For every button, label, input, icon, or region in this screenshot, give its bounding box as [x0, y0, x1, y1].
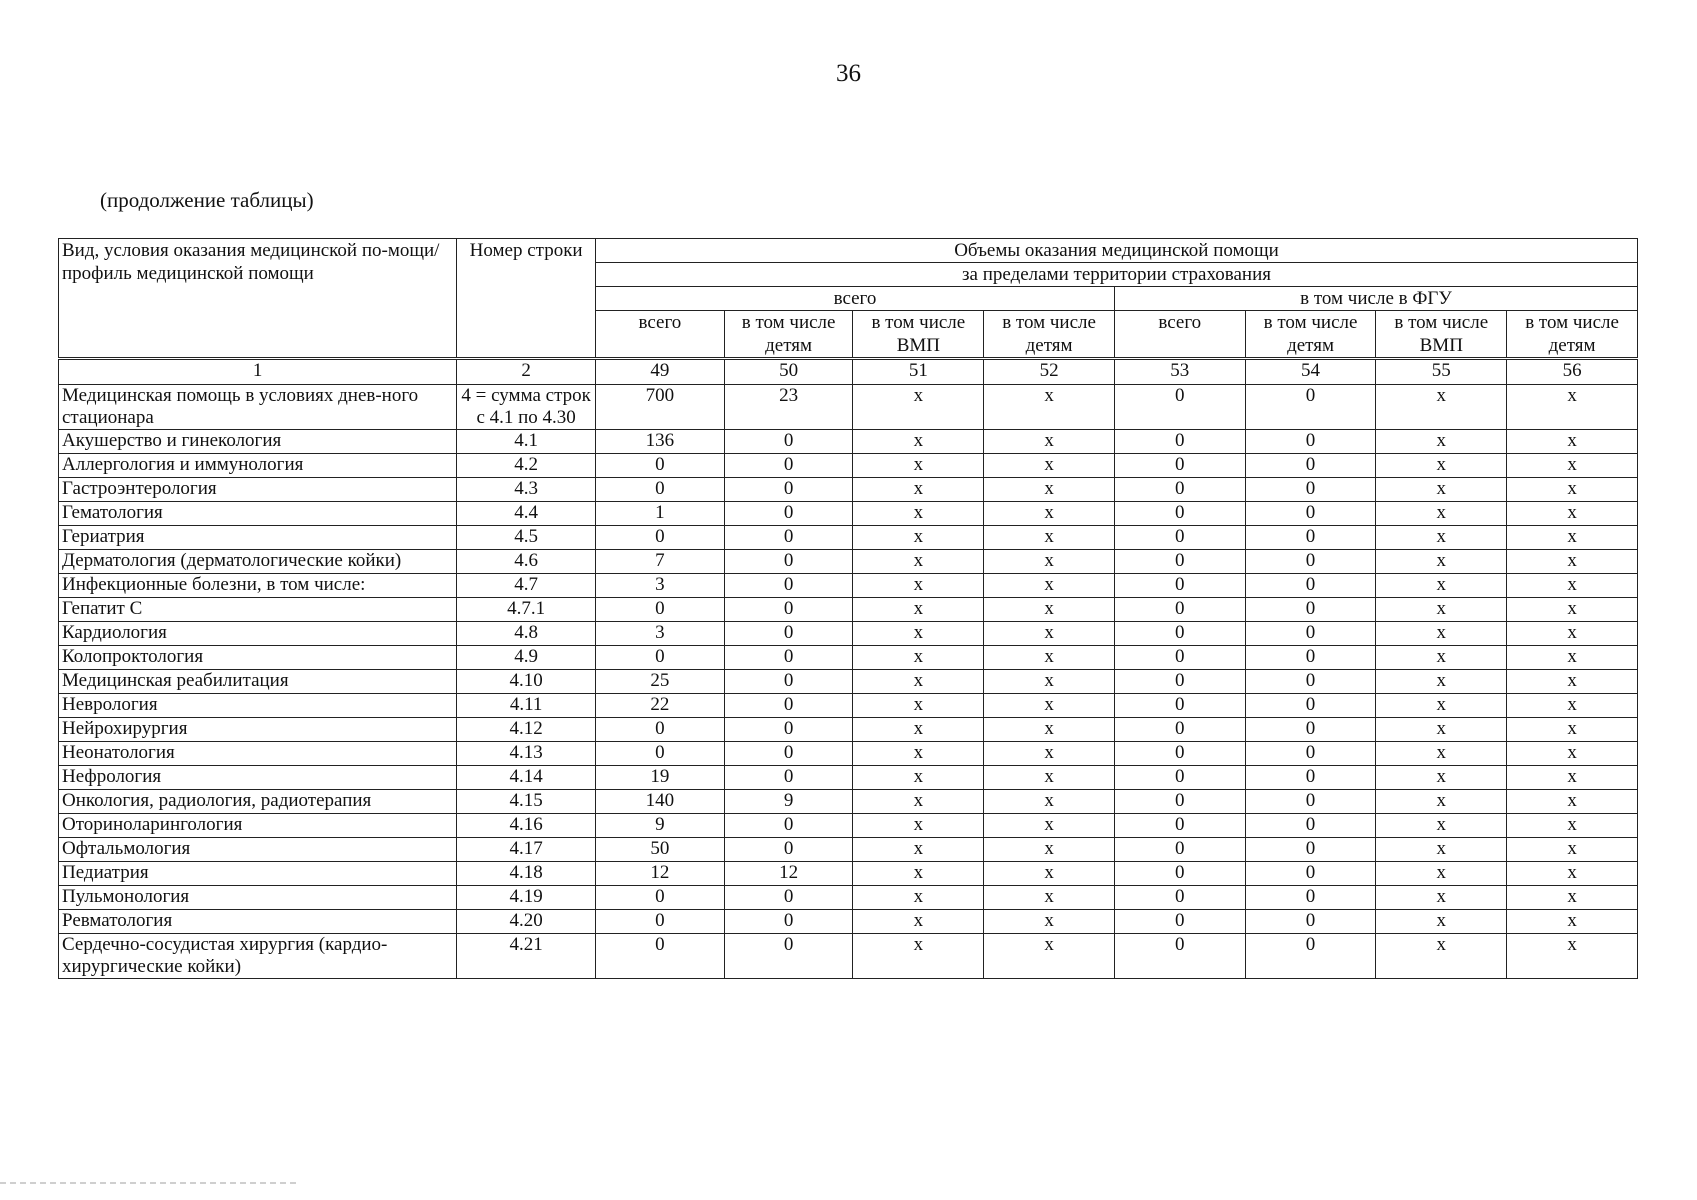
row-value-cell: 0 [724, 718, 853, 742]
row-value-cell: 136 [596, 430, 725, 454]
row-number: 4.10 [457, 670, 596, 694]
table-row [59, 934, 1638, 979]
row-value-cell: 0 [1114, 430, 1245, 454]
row-value-cell: 0 [1114, 934, 1245, 979]
row-value-cell: 0 [1245, 694, 1376, 718]
row-profile-name: Аллергология и иммунология [59, 454, 457, 478]
row-value-cell: х [853, 934, 984, 979]
row-number: 4.18 [457, 862, 596, 886]
table-body [59, 359, 1638, 979]
table-row [59, 790, 1638, 814]
column-number: 50 [724, 359, 853, 385]
row-profile-name: Неонатология [59, 742, 457, 766]
header-sub-fgu-total: всего [1114, 311, 1245, 359]
header-total-group: всего [596, 287, 1115, 311]
header-outside-territory: за пределами территории страхования [596, 263, 1638, 287]
row-value-cell: х [1507, 478, 1638, 502]
row-value-cell: х [1507, 574, 1638, 598]
row-value-cell: 0 [1245, 790, 1376, 814]
row-value-cell: 0 [724, 550, 853, 574]
row-value-cell: 0 [1114, 598, 1245, 622]
row-value-cell: 0 [596, 742, 725, 766]
row-value-cell: 0 [1114, 718, 1245, 742]
row-value-cell: х [1507, 598, 1638, 622]
column-number: 49 [596, 359, 725, 385]
table-row [59, 862, 1638, 886]
row-value-cell: 0 [1114, 862, 1245, 886]
scan-artifact-line [0, 1182, 300, 1184]
row-value-cell: х [1507, 385, 1638, 430]
row-value-cell: х [853, 622, 984, 646]
row-number: 4.5 [457, 526, 596, 550]
row-value-cell: 12 [724, 862, 853, 886]
row-value-cell: 0 [1245, 766, 1376, 790]
row-value-cell: 0 [724, 838, 853, 862]
row-value-cell: 0 [724, 910, 853, 934]
row-value-cell: 0 [1245, 574, 1376, 598]
row-profile-name: Офтальмология [59, 838, 457, 862]
page-number: 36 [836, 60, 861, 87]
row-number: 4.13 [457, 742, 596, 766]
column-number: 2 [457, 359, 596, 385]
row-value-cell: 0 [724, 526, 853, 550]
row-number: 4.9 [457, 646, 596, 670]
row-value-cell: х [984, 718, 1115, 742]
row-value-cell: х [1507, 550, 1638, 574]
row-value-cell: 0 [1245, 526, 1376, 550]
row-value-cell: х [853, 886, 984, 910]
row-number: 4.1 [457, 430, 596, 454]
row-value-cell: 0 [1245, 646, 1376, 670]
row-value-cell: 0 [724, 502, 853, 526]
row-profile-name: Дерматология (дерматологические койки) [59, 550, 457, 574]
row-number: 4.21 [457, 934, 596, 979]
row-value-cell: 140 [596, 790, 725, 814]
row-value-cell: х [1507, 814, 1638, 838]
row-value-cell: 0 [724, 598, 853, 622]
header-sub-vmp: в том числе ВМП [853, 311, 984, 359]
row-value-cell: х [1376, 862, 1507, 886]
row-value-cell: х [984, 862, 1115, 886]
row-value-cell: 0 [1245, 385, 1376, 430]
row-value-cell: х [984, 814, 1115, 838]
row-value-cell: х [1376, 622, 1507, 646]
row-value-cell: х [984, 766, 1115, 790]
row-value-cell: 0 [1114, 646, 1245, 670]
row-value-cell: 9 [596, 814, 725, 838]
row-value-cell: 0 [724, 934, 853, 979]
row-value-cell: 0 [1114, 670, 1245, 694]
row-value-cell: 0 [724, 886, 853, 910]
row-value-cell: 0 [724, 478, 853, 502]
header-fgu-group: в том числе в ФГУ [1114, 287, 1637, 311]
row-value-cell: 0 [596, 526, 725, 550]
row-value-cell: 0 [596, 886, 725, 910]
row-value-cell: 0 [724, 742, 853, 766]
row-value-cell: 0 [1114, 454, 1245, 478]
row-value-cell: х [1507, 454, 1638, 478]
row-value-cell: х [853, 838, 984, 862]
row-value-cell: 50 [596, 838, 725, 862]
row-value-cell: х [1376, 598, 1507, 622]
row-value-cell: 0 [1245, 814, 1376, 838]
header-row-number: Номер строки [457, 239, 596, 359]
row-profile-name: Онкология, радиология, радиотерапия [59, 790, 457, 814]
row-value-cell: 0 [724, 694, 853, 718]
row-value-cell: 0 [1245, 550, 1376, 574]
row-value-cell: х [984, 478, 1115, 502]
row-value-cell: х [1376, 478, 1507, 502]
table-row [59, 454, 1638, 478]
row-value-cell: 0 [724, 646, 853, 670]
column-number: 1 [59, 359, 457, 385]
table-row [59, 910, 1638, 934]
row-number: 4.15 [457, 790, 596, 814]
header-sub-fgu-children: в том числе детям [1507, 311, 1638, 359]
table-row [59, 838, 1638, 862]
row-number: 4.2 [457, 454, 596, 478]
row-value-cell: х [984, 910, 1115, 934]
row-value-cell: 0 [596, 454, 725, 478]
row-value-cell: х [1376, 574, 1507, 598]
row-value-cell: 0 [596, 910, 725, 934]
row-profile-name: Ревматология [59, 910, 457, 934]
row-number: 4.14 [457, 766, 596, 790]
row-value-cell: х [853, 385, 984, 430]
row-value-cell: 0 [1114, 742, 1245, 766]
row-profile-name: Инфекционные болезни, в том числе: [59, 574, 457, 598]
row-value-cell: 0 [1114, 574, 1245, 598]
column-number: 55 [1376, 359, 1507, 385]
row-number: 4.4 [457, 502, 596, 526]
row-value-cell: 0 [1114, 385, 1245, 430]
row-value-cell: 0 [1245, 478, 1376, 502]
row-profile-name: Гастроэнтерология [59, 478, 457, 502]
table-row [59, 502, 1638, 526]
row-value-cell: 0 [1245, 838, 1376, 862]
row-value-cell: х [1507, 694, 1638, 718]
row-number: 4.19 [457, 886, 596, 910]
table-row [59, 478, 1638, 502]
row-value-cell: х [853, 646, 984, 670]
row-value-cell: х [984, 550, 1115, 574]
table-header [59, 239, 1638, 359]
table-row [59, 430, 1638, 454]
table-row [59, 670, 1638, 694]
row-profile-name: Гепатит С [59, 598, 457, 622]
row-value-cell: х [1507, 526, 1638, 550]
row-value-cell: х [1507, 766, 1638, 790]
row-value-cell: х [1507, 670, 1638, 694]
row-value-cell: 0 [1245, 742, 1376, 766]
column-number-row [59, 359, 1638, 385]
row-value-cell: 23 [724, 385, 853, 430]
row-value-cell: 12 [596, 862, 725, 886]
row-value-cell: х [984, 694, 1115, 718]
row-value-cell: х [1376, 646, 1507, 670]
table-row [59, 526, 1638, 550]
row-value-cell: 0 [596, 478, 725, 502]
row-profile-name: Гериатрия [59, 526, 457, 550]
row-number: 4.6 [457, 550, 596, 574]
row-value-cell: х [853, 718, 984, 742]
row-number: 4.7.1 [457, 598, 596, 622]
row-value-cell: 3 [596, 574, 725, 598]
row-value-cell: х [1507, 502, 1638, 526]
row-value-cell: х [1507, 718, 1638, 742]
row-value-cell: 3 [596, 622, 725, 646]
row-value-cell: 0 [1114, 478, 1245, 502]
header-volumes: Объемы оказания медицинской помощи [596, 239, 1638, 263]
row-value-cell: х [853, 862, 984, 886]
table-row [59, 742, 1638, 766]
row-value-cell: х [1507, 646, 1638, 670]
row-value-cell: х [984, 574, 1115, 598]
table-row [59, 646, 1638, 670]
table-row [59, 766, 1638, 790]
header-sub-fgu-vmp: в том числе ВМП [1376, 311, 1507, 359]
header-sub-fgu-children: в том числе детям [1245, 311, 1376, 359]
row-value-cell: х [1507, 934, 1638, 979]
row-value-cell: 25 [596, 670, 725, 694]
table-row [59, 550, 1638, 574]
row-value-cell: 700 [596, 385, 725, 430]
row-profile-name: Неврология [59, 694, 457, 718]
row-value-cell: 0 [1245, 886, 1376, 910]
data-table [58, 238, 1638, 979]
row-value-cell: х [984, 454, 1115, 478]
row-value-cell: х [984, 622, 1115, 646]
table-row [59, 574, 1638, 598]
row-value-cell: 0 [1245, 910, 1376, 934]
row-value-cell: х [853, 574, 984, 598]
row-number: 4.3 [457, 478, 596, 502]
row-value-cell: х [1376, 718, 1507, 742]
row-value-cell: х [853, 910, 984, 934]
row-value-cell: 0 [1114, 622, 1245, 646]
row-value-cell: х [984, 430, 1115, 454]
row-value-cell: 0 [1114, 814, 1245, 838]
header-profile: Вид, условия оказания медицинской по-мощи/ профиль медицинской помощи [59, 239, 457, 359]
row-value-cell: х [853, 814, 984, 838]
row-value-cell: х [853, 430, 984, 454]
row-value-cell: 0 [1245, 934, 1376, 979]
row-value-cell: х [1376, 934, 1507, 979]
row-value-cell: х [984, 670, 1115, 694]
row-profile-name: Сердечно-сосудистая хирургия (кардио-хирургические койки) [59, 934, 457, 979]
row-value-cell: 22 [596, 694, 725, 718]
row-profile-name: Пульмонология [59, 886, 457, 910]
row-profile-name: Кардиология [59, 622, 457, 646]
table-row [59, 622, 1638, 646]
row-number: 4 = сумма строк с 4.1 по 4.30 [457, 385, 596, 430]
row-value-cell: х [853, 478, 984, 502]
row-value-cell: 0 [724, 814, 853, 838]
row-value-cell: х [1507, 910, 1638, 934]
row-value-cell: 7 [596, 550, 725, 574]
row-profile-name: Медицинская реабилитация [59, 670, 457, 694]
row-value-cell: 0 [1245, 622, 1376, 646]
row-value-cell: 0 [724, 430, 853, 454]
row-value-cell: х [1376, 790, 1507, 814]
row-number: 4.7 [457, 574, 596, 598]
row-value-cell: 0 [1245, 670, 1376, 694]
row-value-cell: 0 [724, 766, 853, 790]
row-value-cell: х [853, 502, 984, 526]
row-value-cell: 9 [724, 790, 853, 814]
row-value-cell: х [984, 598, 1115, 622]
row-value-cell: х [1376, 814, 1507, 838]
row-value-cell: 0 [1245, 502, 1376, 526]
table-row [59, 385, 1638, 430]
row-number: 4.8 [457, 622, 596, 646]
row-value-cell: 0 [1114, 790, 1245, 814]
row-profile-name: Педиатрия [59, 862, 457, 886]
row-value-cell: 0 [724, 454, 853, 478]
row-value-cell: х [1376, 910, 1507, 934]
row-number: 4.16 [457, 814, 596, 838]
row-value-cell: х [1507, 742, 1638, 766]
row-value-cell: х [984, 934, 1115, 979]
row-value-cell: х [984, 886, 1115, 910]
row-profile-name: Гематология [59, 502, 457, 526]
table-row [59, 886, 1638, 910]
column-number: 51 [853, 359, 984, 385]
row-value-cell: х [853, 526, 984, 550]
row-value-cell: х [984, 526, 1115, 550]
row-value-cell: х [984, 646, 1115, 670]
row-value-cell: 0 [596, 646, 725, 670]
row-value-cell: 0 [1245, 718, 1376, 742]
row-value-cell: х [984, 385, 1115, 430]
row-number: 4.17 [457, 838, 596, 862]
row-value-cell: х [1376, 886, 1507, 910]
row-profile-name: Акушерство и гинекология [59, 430, 457, 454]
row-value-cell: 0 [1114, 526, 1245, 550]
row-value-cell: 0 [1114, 886, 1245, 910]
row-value-cell: 0 [724, 622, 853, 646]
row-value-cell: х [853, 742, 984, 766]
row-value-cell: х [984, 742, 1115, 766]
row-value-cell: х [1376, 766, 1507, 790]
row-value-cell: 0 [596, 598, 725, 622]
row-value-cell: х [1507, 430, 1638, 454]
column-number: 54 [1245, 359, 1376, 385]
row-number: 4.12 [457, 718, 596, 742]
row-value-cell: х [984, 790, 1115, 814]
column-number: 56 [1507, 359, 1638, 385]
row-value-cell: 0 [1245, 862, 1376, 886]
row-value-cell: 0 [1114, 766, 1245, 790]
column-number: 52 [984, 359, 1115, 385]
table-row [59, 814, 1638, 838]
row-profile-name: Нефрология [59, 766, 457, 790]
row-value-cell: х [1376, 385, 1507, 430]
row-value-cell: х [984, 502, 1115, 526]
row-value-cell: 0 [596, 934, 725, 979]
row-value-cell: х [853, 598, 984, 622]
row-value-cell: 1 [596, 502, 725, 526]
row-value-cell: 0 [1245, 454, 1376, 478]
row-value-cell: х [1376, 526, 1507, 550]
table-row [59, 694, 1638, 718]
table-caption: (продолжение таблицы) [100, 188, 314, 212]
row-value-cell: 0 [724, 670, 853, 694]
row-profile-name: Колопроктология [59, 646, 457, 670]
row-value-cell: 0 [1114, 502, 1245, 526]
row-value-cell: х [1507, 622, 1638, 646]
header-sub-children: в том числе детям [724, 311, 853, 359]
row-value-cell: х [1376, 670, 1507, 694]
header-sub-total: всего [596, 311, 725, 359]
row-value-cell: х [1376, 742, 1507, 766]
row-value-cell: х [853, 550, 984, 574]
row-profile-name: Оториноларингология [59, 814, 457, 838]
table-row [59, 598, 1638, 622]
row-value-cell: х [1376, 550, 1507, 574]
row-profile-name: Медицинская помощь в условиях днев-ного стационара [59, 385, 457, 430]
row-value-cell: 0 [596, 718, 725, 742]
row-value-cell: х [853, 670, 984, 694]
row-value-cell: 0 [1245, 598, 1376, 622]
row-value-cell: х [1376, 430, 1507, 454]
row-value-cell: 0 [1114, 838, 1245, 862]
row-value-cell: х [1376, 694, 1507, 718]
row-number: 4.11 [457, 694, 596, 718]
row-value-cell: х [1507, 790, 1638, 814]
row-number: 4.20 [457, 910, 596, 934]
table-row [59, 718, 1638, 742]
row-value-cell: х [1376, 454, 1507, 478]
header-sub-children: в том числе детям [984, 311, 1115, 359]
row-value-cell: 0 [724, 574, 853, 598]
row-profile-name: Нейрохирургия [59, 718, 457, 742]
row-value-cell: 0 [1114, 694, 1245, 718]
row-value-cell: 0 [1114, 550, 1245, 574]
row-value-cell: х [984, 838, 1115, 862]
row-value-cell: х [853, 766, 984, 790]
row-value-cell: 0 [1245, 430, 1376, 454]
row-value-cell: х [853, 694, 984, 718]
row-value-cell: х [1507, 862, 1638, 886]
row-value-cell: х [853, 790, 984, 814]
row-value-cell: 0 [1114, 910, 1245, 934]
column-number: 53 [1114, 359, 1245, 385]
row-value-cell: х [1507, 838, 1638, 862]
row-value-cell: х [1507, 886, 1638, 910]
row-value-cell: х [1376, 502, 1507, 526]
row-value-cell: х [1376, 838, 1507, 862]
row-value-cell: 19 [596, 766, 725, 790]
row-value-cell: х [853, 454, 984, 478]
